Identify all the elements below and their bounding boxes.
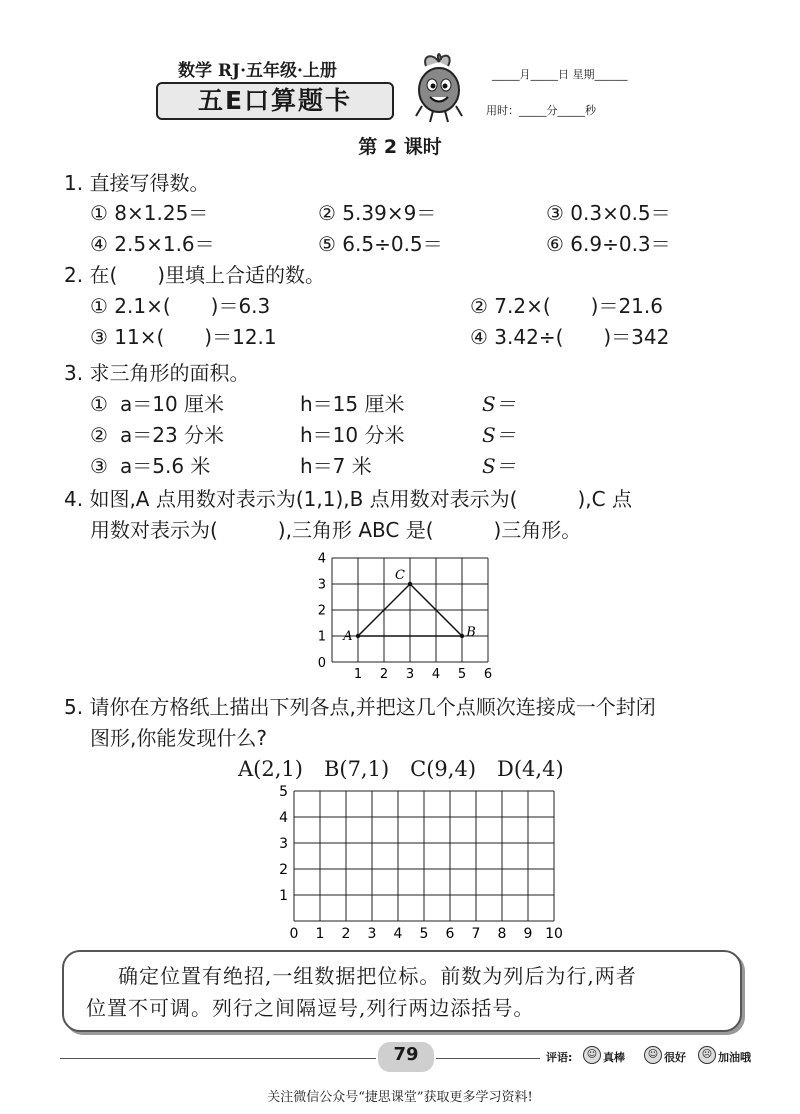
q3-area: S＝: [482, 454, 516, 478]
q3-label: 3. 求三角形的面积。: [64, 361, 250, 385]
q1-item: ④ 2.5×1.6＝: [90, 232, 215, 256]
x-tick-label: 4: [393, 926, 403, 942]
logo-text: 五E口算题卡: [197, 86, 353, 115]
lesson-title: 第 2 课时: [358, 136, 442, 158]
y-tick-label: 1: [317, 629, 326, 645]
q1-label: 1. 直接写得数。: [64, 171, 210, 195]
q3-row-num: ③: [90, 454, 108, 478]
footer-divider-right: [436, 1058, 540, 1059]
q1-item: ③ 0.3×0.5＝: [546, 201, 671, 225]
x-tick-label: 1: [315, 926, 325, 942]
q5-line2: 图形,你能发现什么?: [90, 726, 267, 750]
x-tick-label: 2: [379, 667, 389, 682]
point-a: [356, 634, 360, 638]
q5-points: A(2,1) B(7,1) C(9,4) D(4,4): [238, 757, 564, 781]
mascot-icon: [408, 52, 470, 124]
q3-height: h＝15 厘米: [300, 392, 405, 416]
q3-base: a＝5.6 米: [120, 454, 211, 478]
x-tick-label: 10: [545, 926, 563, 942]
q2-item: ③ 11×( )＝12.1: [90, 325, 277, 349]
x-tick-label: 6: [483, 667, 493, 682]
tip-line2: 位置不可调。列行之间隔逗号,列行两边添括号。: [86, 996, 535, 1020]
y-tick-label: 4: [317, 551, 326, 567]
point-label-b: B: [466, 625, 476, 640]
q5-line1: 5. 请你在方格纸上描出下列各点,并把这几个点顺次连接成一个封闭: [64, 695, 656, 719]
y-tick-label: 3: [317, 577, 326, 593]
y-tick-label: 5: [279, 783, 288, 800]
date-line: _____月_____日 星期______: [492, 68, 628, 81]
footer-notice: 关注微信公众号“捷思课堂”获取更多学习资料!: [267, 1090, 533, 1105]
x-tick-label: 5: [457, 667, 467, 682]
smile-big-icon[interactable]: ☺: [583, 1046, 601, 1064]
point-b: [460, 634, 464, 638]
q3-row-num: ①: [90, 392, 108, 416]
q1-item: ① 8×1.25＝: [90, 201, 209, 225]
rating-great[interactable]: 真棒: [603, 1051, 625, 1064]
x-tick-label: 9: [523, 926, 533, 942]
cheer-icon[interactable]: ☹: [698, 1046, 716, 1064]
q4-line2: 用数对表示为( ),三角形 ABC 是( )三角形。: [90, 518, 582, 542]
origin-label: 0: [317, 656, 326, 671]
y-tick-label: 2: [317, 603, 326, 619]
smile-icon[interactable]: ☺: [644, 1046, 662, 1064]
y-tick-label: 3: [279, 835, 288, 852]
q3-height: h＝10 分米: [300, 423, 405, 447]
x-tick-label: 3: [405, 667, 415, 682]
q2-item: ④ 3.42÷( )＝342: [470, 325, 670, 349]
point-label-c: C: [395, 568, 405, 583]
q3-base: a＝10 厘米: [120, 392, 225, 416]
q2-item: ② 7.2×( )＝21.6: [470, 294, 663, 318]
time-line: 用时：_____分_____秒: [486, 104, 596, 117]
rating-keep-going[interactable]: 加油哦: [718, 1051, 751, 1064]
tip-line1: 确定位置有绝招,一组数据把位标。前数为列后为行,两者: [118, 964, 637, 988]
q1-item: ⑥ 6.9÷0.3＝: [546, 232, 671, 256]
y-tick-label: 1: [279, 887, 288, 904]
x-tick-label: 7: [471, 926, 481, 942]
q1-item: ② 5.39×9＝: [318, 201, 437, 225]
logo-banner: [156, 82, 394, 120]
x-tick-label: 0: [289, 926, 299, 942]
x-tick-label: 1: [353, 667, 363, 682]
point-c: [408, 582, 412, 586]
x-tick-label: 4: [431, 667, 441, 682]
q3-area: S＝: [482, 423, 516, 447]
q1-item: ⑤ 6.5÷0.5＝: [318, 232, 443, 256]
q2-item: ① 2.1×( )＝6.3: [90, 294, 271, 318]
rating-good[interactable]: 很好: [664, 1051, 686, 1064]
y-tick-label: 2: [279, 861, 288, 878]
q3-area: S＝: [482, 392, 516, 416]
q2-label: 2. 在( )里填上合适的数。: [64, 263, 326, 287]
series-label: 数学 RJ·五年级·上册: [178, 61, 337, 81]
q5-coordinate-grid[interactable]: [280, 785, 570, 945]
rating-label: 评语:: [546, 1051, 573, 1064]
x-tick-label: 5: [419, 926, 429, 942]
q3-row-num: ②: [90, 423, 108, 447]
x-tick-label: 2: [341, 926, 351, 942]
q3-base: a＝23 分米: [120, 423, 225, 447]
point-label-a: A: [343, 629, 353, 644]
q4-coordinate-grid: [310, 548, 510, 680]
x-tick-label: 3: [367, 926, 377, 942]
x-tick-label: 8: [497, 926, 507, 942]
page-number: 79: [393, 1044, 419, 1065]
x-tick-label: 6: [445, 926, 455, 942]
q4-line1: 4. 如图,A 点用数对表示为(1,1),B 点用数对表示为( ),C 点: [64, 487, 632, 511]
q3-height: h＝7 米: [300, 454, 372, 478]
y-tick-label: 4: [279, 809, 288, 826]
footer-divider-left: [60, 1058, 376, 1059]
